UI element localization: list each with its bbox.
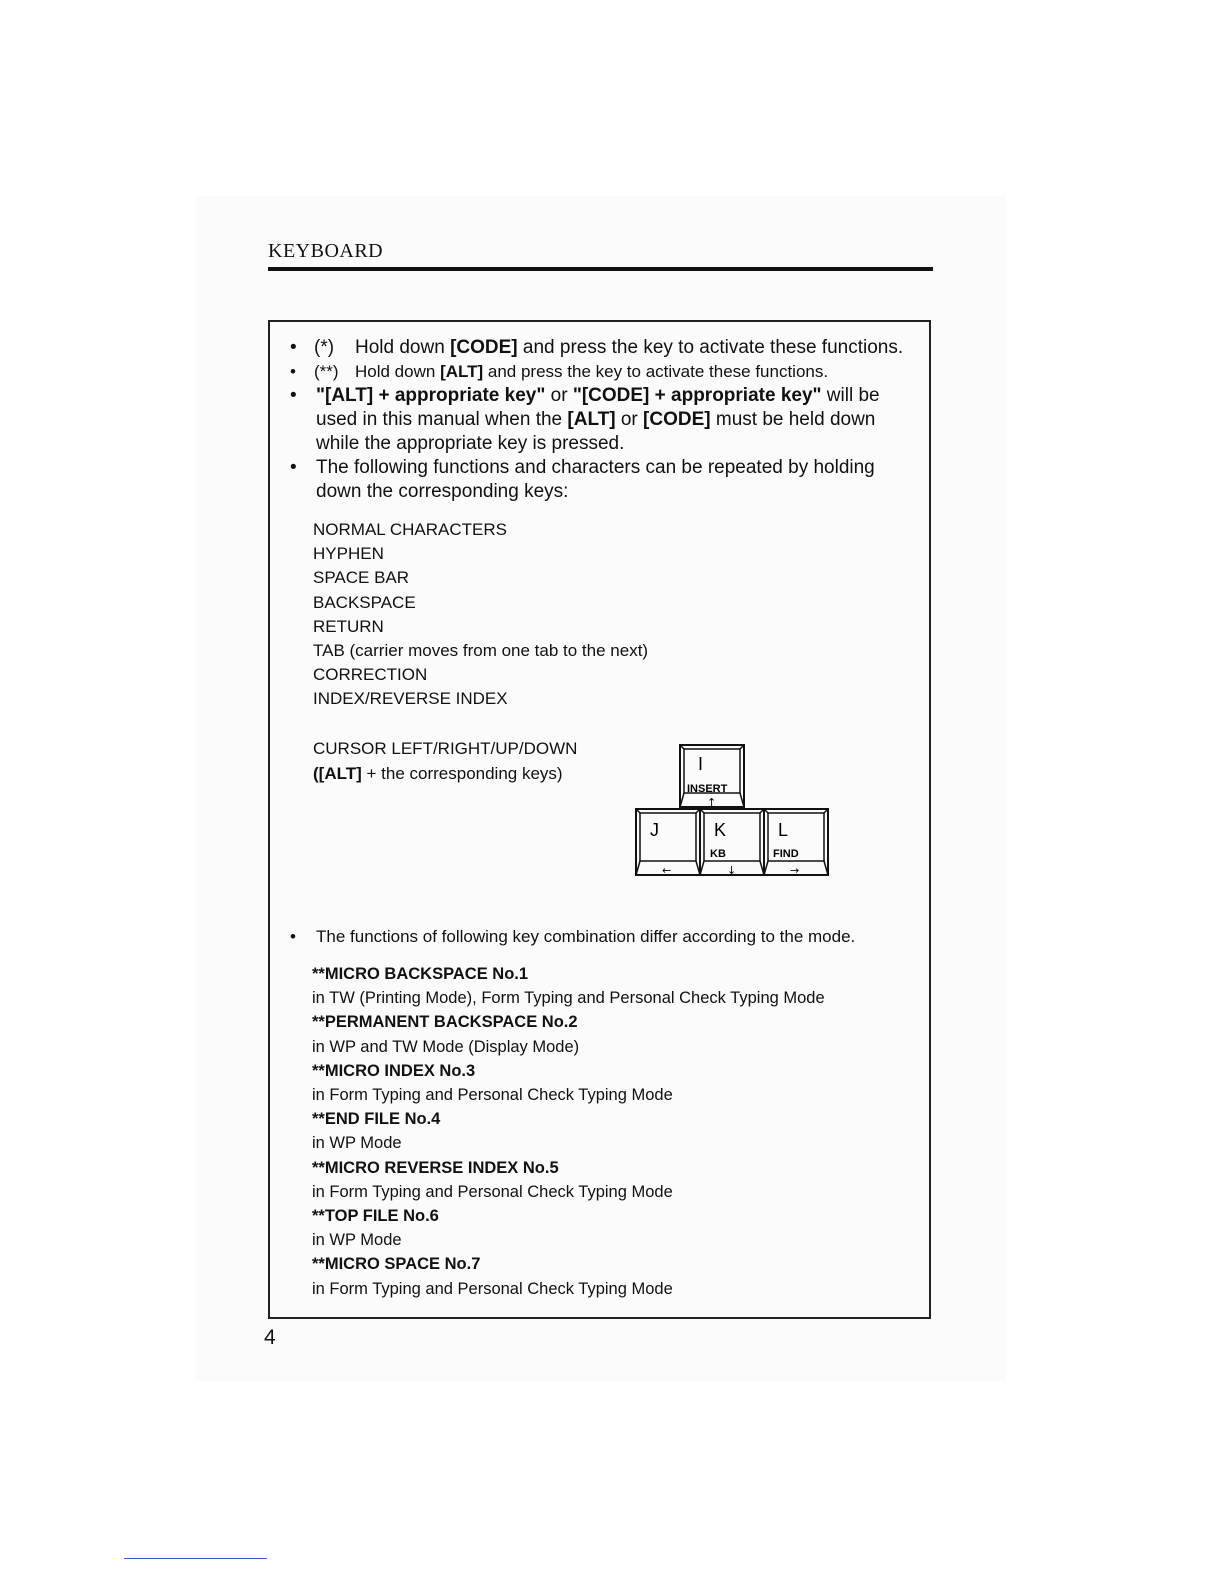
list-item: BACKSPACE: [313, 592, 416, 612]
mode-function-desc: in Form Typing and Personal Check Typing Mode: [312, 1182, 673, 1201]
key-k: [700, 809, 764, 877]
up-arrow-icon: ↑: [707, 796, 717, 809]
page-number: 4: [264, 1326, 276, 1349]
mode-function-desc: in Form Typing and Personal Check Typing Mode: [312, 1086, 673, 1105]
mode-function-desc: in WP Mode: [312, 1134, 402, 1153]
mode-function-desc: in TW (Printing Mode), Form Typing and Personal Check Typing Mode: [312, 989, 825, 1008]
bullet-text: Hold down [ALT] and press the key to activate these functions.: [355, 362, 829, 381]
bottom-rule: [124, 1558, 267, 1559]
bullet-code-functions: [290, 336, 910, 360]
bullet-dot: •: [290, 362, 296, 381]
mode-function-name: **END FILE No.4: [312, 1110, 441, 1129]
bullet-text: "[ALT] + appropriate key" or "[CODE] + appropriate key" will be used in this manual when the [ALT] or [CODE] must be held down while the appropriate key is pressed.: [316, 385, 880, 454]
bullet-dot: •: [290, 385, 297, 406]
key-k-label: KB: [710, 848, 726, 860]
mode-function-name: **TOP FILE No.6: [312, 1207, 439, 1226]
key-l-letter: L: [778, 820, 789, 840]
list-item: HYPHEN: [313, 544, 384, 564]
key-l: [764, 809, 828, 877]
key-i-label: INSERT: [687, 783, 728, 795]
left-arrow-icon: ←: [662, 864, 672, 877]
mode-function-name: **MICRO REVERSE INDEX No.5: [312, 1158, 559, 1177]
bullet-modes: [290, 925, 910, 949]
bullet-mark: (**): [314, 362, 339, 381]
bullet-text: The functions of following key combination differ according to the mode.: [316, 927, 856, 946]
list-item: RETURN: [313, 616, 384, 636]
list-item: CORRECTION: [313, 665, 428, 685]
bullet-alt-functions: [290, 360, 910, 384]
key-i-letter: I: [698, 754, 704, 774]
bullet-dot: •: [290, 927, 296, 946]
key-k-letter: K: [714, 820, 727, 840]
key-j: [636, 809, 700, 877]
mode-function-list: [312, 962, 912, 1301]
mode-function-desc: in Form Typing and Personal Check Typing Mode: [312, 1279, 673, 1298]
header-rule: [268, 267, 933, 271]
cursor-line-2: ([ALT] + the corresponding keys): [313, 764, 563, 783]
bullet-dot: •: [290, 457, 297, 478]
list-item: INDEX/REVERSE INDEX: [313, 689, 508, 709]
alt-key: [ALT]: [440, 362, 484, 381]
bullet-dot: •: [290, 337, 297, 358]
key-l-label: FIND: [773, 848, 799, 860]
mode-function-name: **MICRO SPACE No.7: [312, 1255, 481, 1274]
cursor-keys-text: [313, 736, 577, 786]
mode-function-name: **PERMANENT BACKSPACE No.2: [312, 1013, 578, 1032]
cursor-line-1: CURSOR LEFT/RIGHT/UP/DOWN: [313, 739, 578, 758]
mode-function-desc: in WP Mode: [312, 1231, 402, 1250]
bullet-convention: [290, 384, 910, 456]
list-item: TAB (carrier moves from one tab to the next): [313, 641, 649, 661]
key-j-letter: J: [650, 820, 659, 840]
content-box: [268, 320, 931, 1319]
cursor-key-diagram: [634, 742, 834, 882]
repeatable-list: [313, 518, 648, 712]
mode-function-name: **MICRO INDEX No.3: [312, 1061, 476, 1080]
bullet-text: Hold down [CODE] and press the key to activate these functions.: [355, 337, 904, 358]
mode-function-name: **MICRO BACKSPACE No.1: [312, 965, 529, 983]
down-arrow-icon: ↓: [727, 864, 737, 877]
bullet-repeat: [290, 456, 910, 504]
bullet-mark: (*): [314, 337, 335, 358]
section-title: KEYBOARD: [268, 240, 384, 262]
list-item: SPACE BAR: [313, 568, 410, 588]
key-i: [680, 745, 744, 809]
code-key: [CODE]: [450, 337, 518, 358]
list-item: NORMAL CHARACTERS: [313, 520, 507, 539]
right-arrow-icon: →: [790, 864, 800, 877]
bullet-text: The following functions and characters can be repeated by holding down the corresponding keys:: [316, 457, 875, 502]
mode-function-desc: in WP and TW Mode (Display Mode): [312, 1037, 580, 1056]
